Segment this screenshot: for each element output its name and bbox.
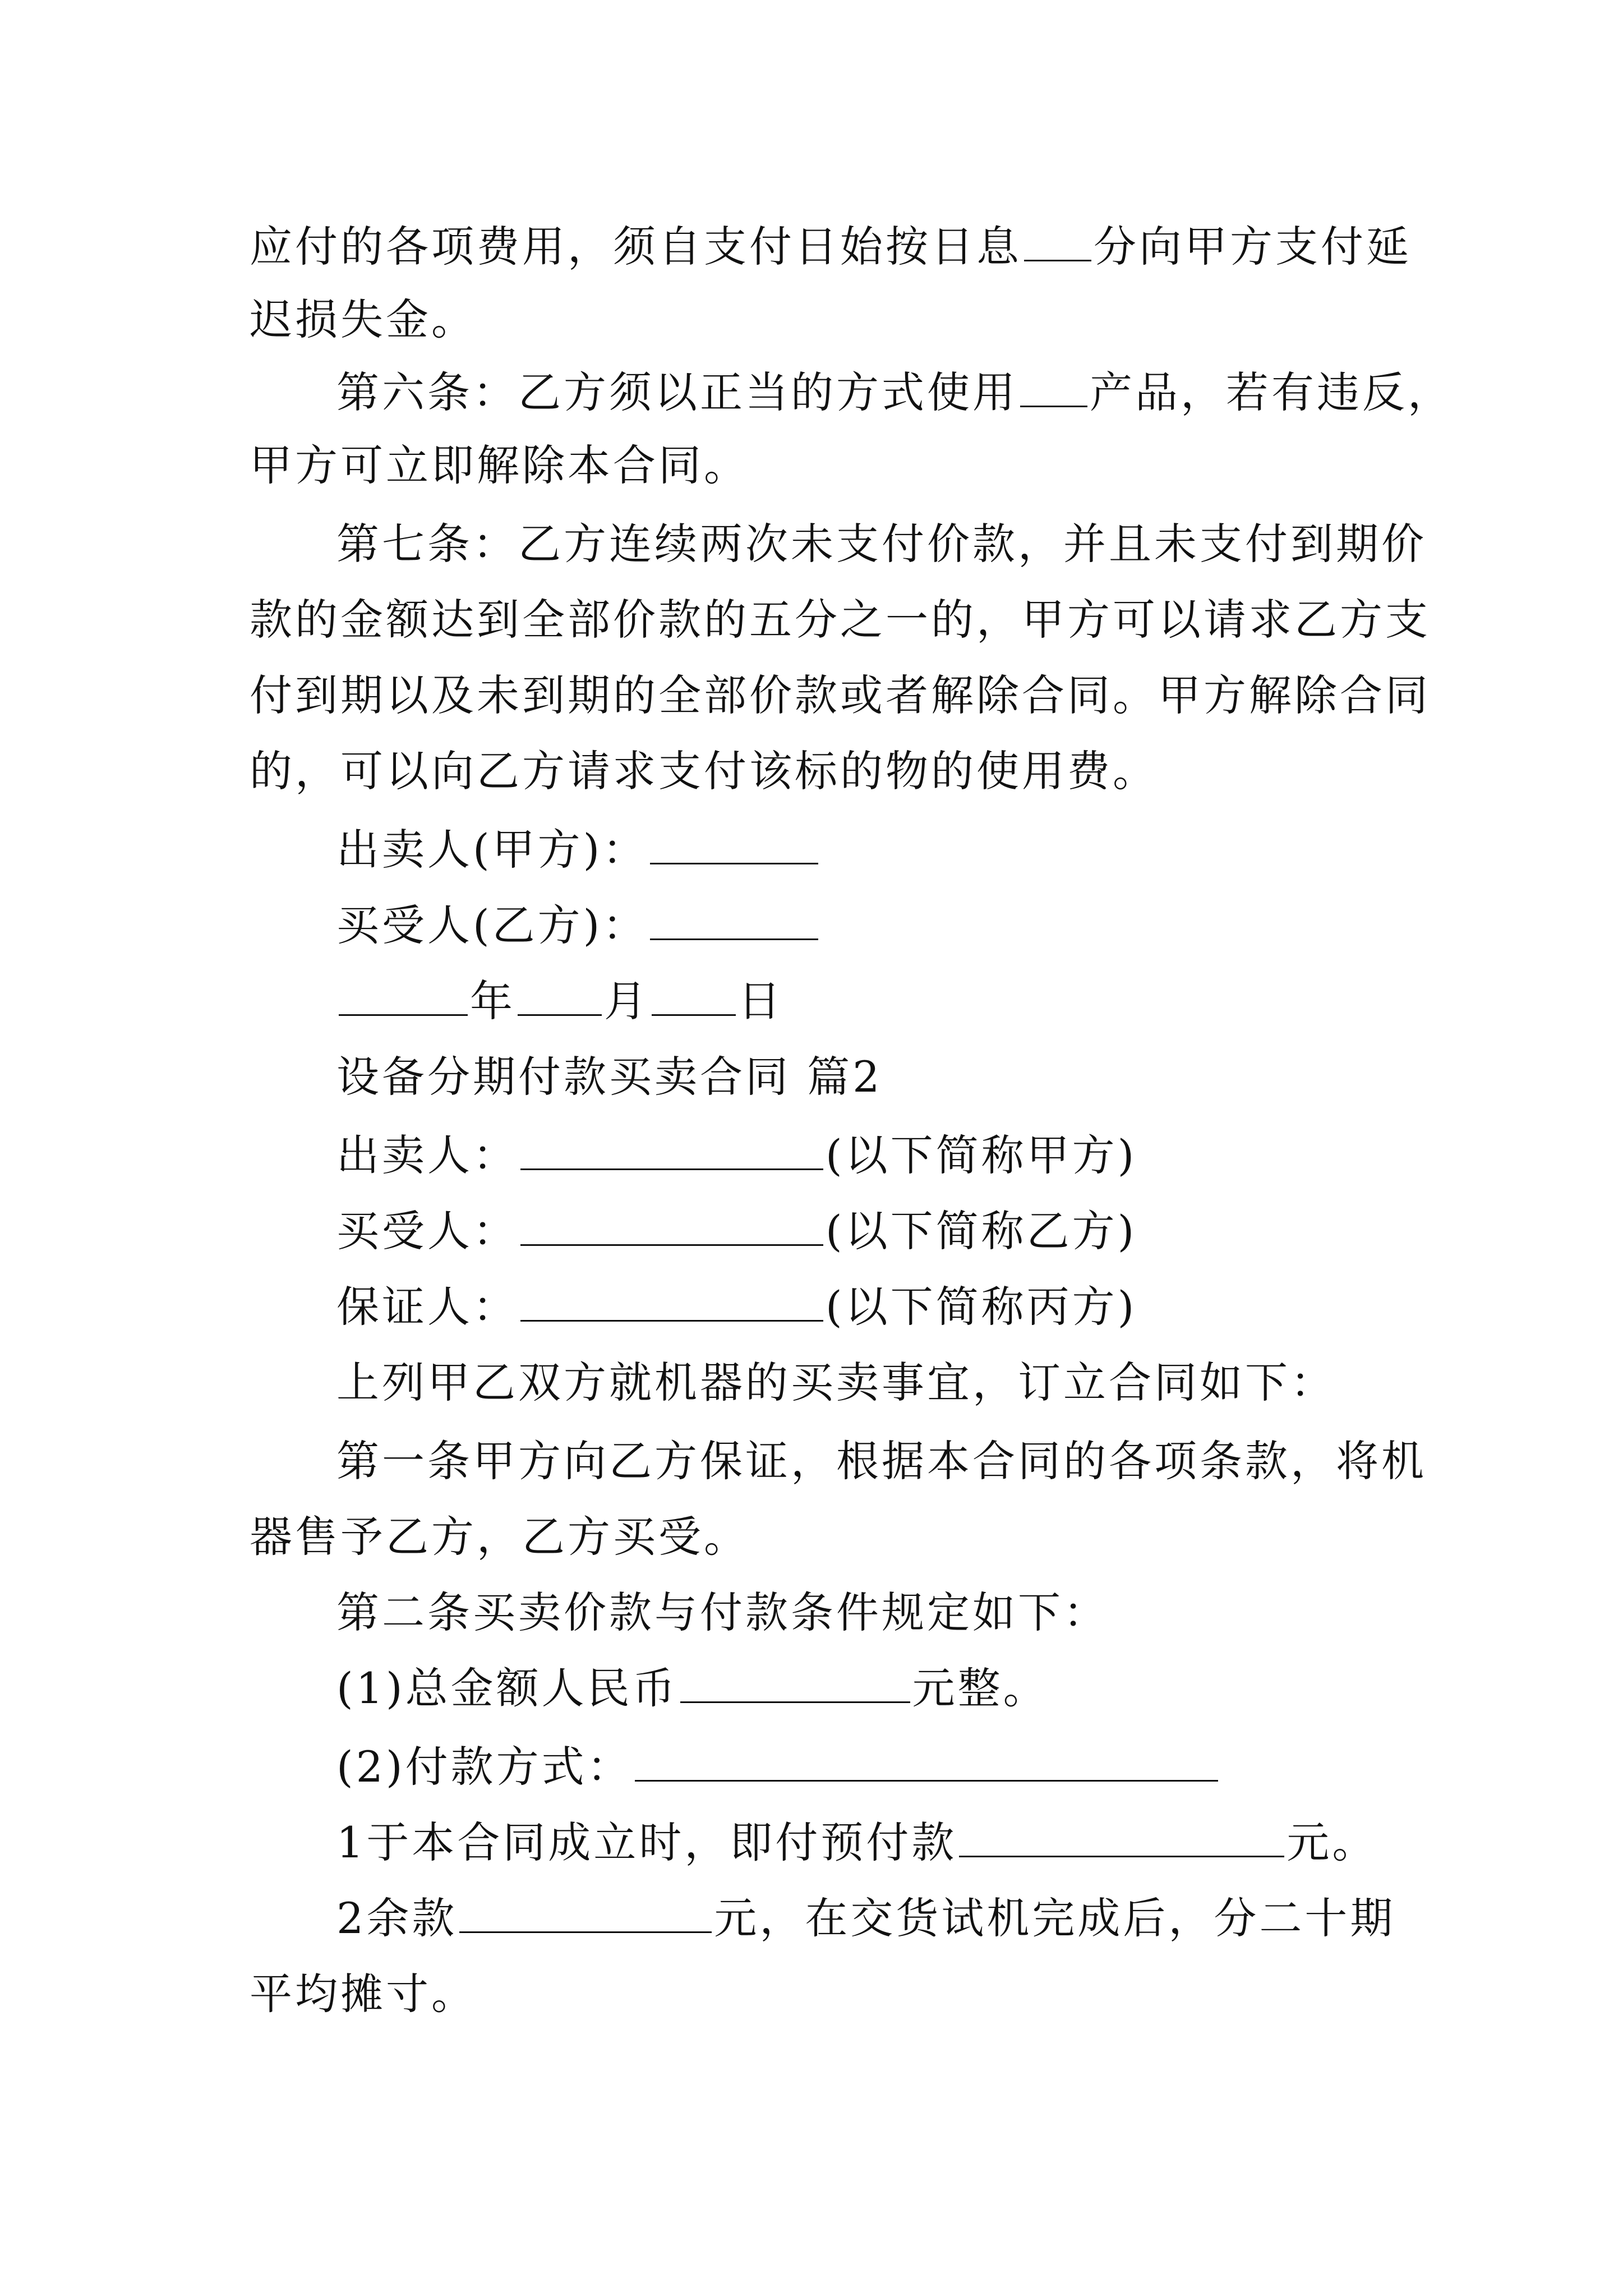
fill-blank xyxy=(650,828,818,864)
text-line xyxy=(250,219,1412,275)
text-line xyxy=(336,1660,1049,1717)
text-line xyxy=(336,1279,1137,1335)
text-line xyxy=(336,1203,1137,1259)
text-line: 甲方可立即解除本合同。 xyxy=(250,440,749,490)
text-segment: 元整。 xyxy=(912,1663,1049,1713)
text-line: 迟损失金。 xyxy=(250,295,477,344)
text-line: 付到期以及未到期的全部价款或者解除合同。甲方解除合同 xyxy=(250,670,1431,720)
text-segment: 分向甲方支付延 xyxy=(1094,222,1412,272)
text-segment: 第六条：乙方须以正当的方式使用 xyxy=(336,367,1018,417)
text-line: 第二条买卖价款与付款条件规定如下： xyxy=(336,1588,1109,1637)
text-segment: (以下简称乙方) xyxy=(826,1206,1137,1256)
text-line: 器售予乙方，乙方买受。 xyxy=(250,1512,749,1562)
fill-blank xyxy=(652,979,736,1016)
seller-signature-line xyxy=(336,822,820,878)
text-segment: 产品，若有违反， xyxy=(1090,367,1453,417)
text-line: 平均摊寸。 xyxy=(250,1969,477,2019)
day-label: 日 xyxy=(738,976,783,1026)
text-line: 上列甲乙双方就机器的买卖事宜，订立合同如下： xyxy=(336,1358,1336,1407)
text-segment: (1)总金额人民币 xyxy=(336,1663,678,1713)
text-segment: 2余款 xyxy=(336,1893,458,1943)
text-line xyxy=(336,365,1453,421)
text-line: 款的金额达到全部价款的五分之一的，甲方可以请求乙方支 xyxy=(250,595,1431,645)
text-segment: 1于本合同成立时，即付预付款 xyxy=(336,1818,957,1867)
fill-blank xyxy=(459,1897,712,1933)
section-title: 设备分期付款买卖合同 篇2 xyxy=(336,1052,883,1102)
text-line: 第一条甲方向乙方保证，根据本合同的各项条款，将机 xyxy=(336,1436,1427,1486)
text-segment: (以下简称丙方) xyxy=(826,1282,1137,1332)
text-segment: (以下简称甲方) xyxy=(826,1130,1137,1180)
fill-blank xyxy=(520,1209,823,1246)
buyer-label: 买受人(乙方)： xyxy=(336,900,648,950)
fill-blank xyxy=(520,1134,823,1170)
fill-blank xyxy=(959,1821,1284,1857)
text-line xyxy=(336,1890,1395,1947)
buyer-signature-line xyxy=(336,898,820,954)
fill-blank xyxy=(1024,225,1091,261)
month-label: 月 xyxy=(604,976,649,1026)
text-segment: 应付的各项费用，须自支付日始按日息 xyxy=(250,222,1022,272)
text-segment: 保证人： xyxy=(336,1282,518,1332)
text-line: 的，可以向乙方请求支付该标的物的使用费。 xyxy=(250,746,1158,796)
text-segment: (2)付款方式： xyxy=(336,1742,633,1792)
fill-blank xyxy=(339,979,468,1016)
fill-blank xyxy=(520,1285,823,1322)
date-line xyxy=(336,973,783,1029)
text-line xyxy=(336,1739,1220,1795)
text-line: 第七条：乙方连续两次未支付价款，并且未支付到期价 xyxy=(336,519,1427,569)
text-segment: 出卖人： xyxy=(336,1130,518,1180)
text-segment: 买受人： xyxy=(336,1206,518,1256)
fill-blank xyxy=(518,979,602,1016)
fill-blank xyxy=(635,1745,1218,1782)
text-line xyxy=(336,1128,1137,1184)
year-label: 年 xyxy=(470,976,515,1026)
fill-blank xyxy=(650,904,818,940)
text-segment: 元。 xyxy=(1287,1818,1378,1867)
fill-blank xyxy=(680,1667,910,1703)
seller-label: 出卖人(甲方)： xyxy=(336,825,648,875)
fill-blank xyxy=(1020,371,1087,407)
text-segment: 元，在交货试机完成后，分二十期 xyxy=(714,1893,1396,1943)
text-line xyxy=(336,1815,1377,1871)
